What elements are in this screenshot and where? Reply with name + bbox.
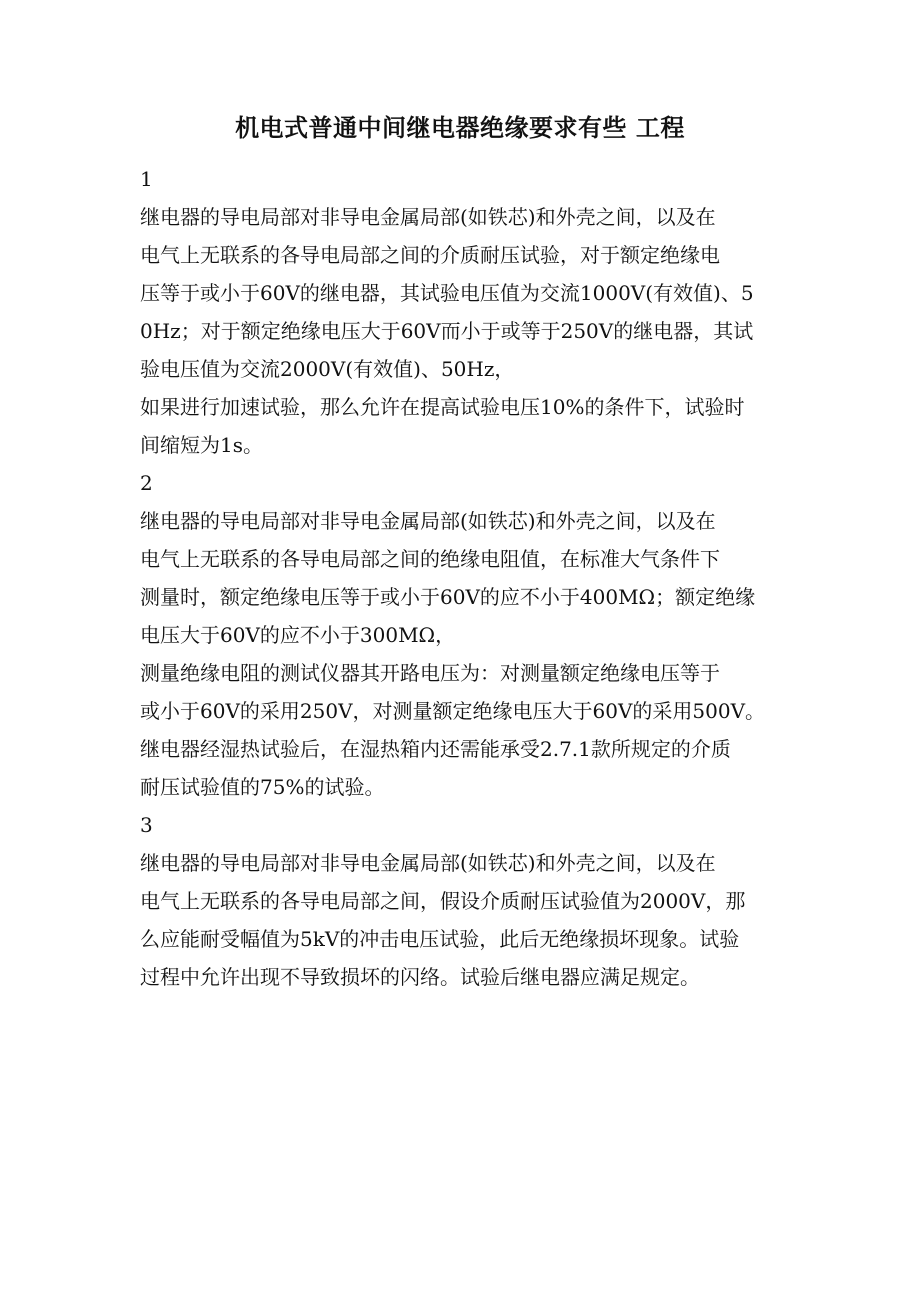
paragraph-line: 验电压值为交流2000V(有效值)、50Hz， bbox=[140, 357, 515, 381]
paragraph-line: 如果进行加速试验，那么允许在提高试验电压10%的条件下，试验时 bbox=[140, 395, 745, 419]
paragraph-line: 继电器的导电局部对非导电金属局部(如铁芯)和外壳之间，以及在 bbox=[140, 851, 716, 875]
paragraph-line: 过程中允许出现不导致损坏的闪络。试验后继电器应满足规定。 bbox=[140, 965, 700, 989]
paragraph-line: 继电器的导电局部对非导电金属局部(如铁芯)和外壳之间，以及在 bbox=[140, 509, 716, 533]
section-2 bbox=[140, 464, 780, 806]
paragraph-line: 或小于60V的采用250V，对测量额定绝缘电压大于60V的采用500V。 bbox=[140, 699, 766, 723]
paragraph-line: 电气上无联系的各导电局部之间的绝缘电阻值，在标准大气条件下 bbox=[140, 547, 720, 571]
paragraph-line: 间缩短为1s。 bbox=[140, 433, 263, 457]
paragraph-line: 电气上无联系的各导电局部之间，假设介质耐压试验值为2000V，那 bbox=[140, 889, 746, 913]
section-number: 2 bbox=[140, 471, 153, 495]
paragraph-line: 继电器经湿热试验后，在湿热箱内还需能承受2.7.1款所规定的介质 bbox=[140, 737, 731, 761]
paragraph-line: 压等于或小于60V的继电器，其试验电压值为交流1000V(有效值)、5 bbox=[140, 281, 754, 305]
paragraph-line: 0Hz；对于额定绝缘电压大于60V而小于或等于250V的继电器，其试 bbox=[140, 319, 754, 343]
section-number: 3 bbox=[140, 813, 153, 837]
paragraph-line: 继电器的导电局部对非导电金属局部(如铁芯)和外壳之间，以及在 bbox=[140, 205, 716, 229]
paragraph-line: 么应能耐受幅值为5kV的冲击电压试验，此后无绝缘损坏现象。试验 bbox=[140, 927, 740, 951]
document-body bbox=[140, 160, 780, 996]
paragraph-line: 电压大于60V的应不小于300MΩ， bbox=[140, 623, 456, 647]
paragraph-line: 测量绝缘电阻的测试仪器其开路电压为：对测量额定绝缘电压等于 bbox=[140, 661, 720, 685]
paragraph-line: 电气上无联系的各导电局部之间的介质耐压试验，对于额定绝缘电 bbox=[140, 243, 720, 267]
paragraph-line: 测量时，额定绝缘电压等于或小于60V的应不小于400MΩ；额定绝缘 bbox=[140, 585, 756, 609]
section-number: 1 bbox=[140, 167, 153, 191]
section-3 bbox=[140, 806, 780, 996]
section-1 bbox=[140, 160, 780, 464]
paragraph-line: 耐压试验值的75%的试验。 bbox=[140, 775, 385, 799]
document-title: 机电式普通中间继电器绝缘要求有些 工程 bbox=[235, 113, 685, 142]
